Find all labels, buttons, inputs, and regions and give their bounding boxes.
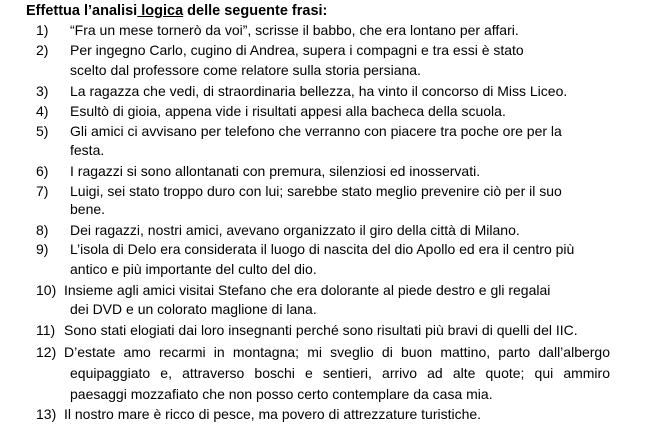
sentence-line: Luigi, sei stato troppo duro con lui; sarebbe stato meglio prevenire ciò per il suo [70,183,562,199]
item-number: 5) [36,123,49,139]
item-number: 11) [36,322,56,338]
sentence-line: antico e più importante del culto del dio. [70,261,317,277]
sentence-line: Esultò di gioia, appena vide i risultati appesi alla bacheca della scuola. [70,103,506,119]
sentence-line: scelto dal professore come relatore sulla storia persiana. [70,62,421,78]
sentence-line: “Fra un mese tornerò da voi”, scrisse il babbo, che era lontano per affari. [70,22,519,38]
item-number: 6) [36,163,49,179]
title-underlined-word: logica [137,3,184,19]
sentence-line: dei DVD e un colorato maglione di lana. [70,301,317,317]
sentence-line: bene. [70,201,106,217]
sentence-line: Per ingegno Carlo, cugino di Andrea, supera i compagni e tra essi è stato [70,42,524,58]
item-number: 4) [36,103,49,119]
sentence-line: festa. [70,142,105,158]
item-number: 13) [36,406,57,422]
sentence-line: Dei ragazzi, nostri amici, avevano organizzato il giro della città di Milano. [70,222,520,238]
item-number: 2) [36,42,49,58]
item-number: 1) [36,22,49,38]
sentence-line: La ragazza che vedi, di straordinaria bellezza, ha vinto il concorso di Miss Liceo. [70,83,568,99]
sentence-line: paesaggi mozzafiato che non posso certo contemplare da casa mia. [70,386,493,402]
title-suffix: delle seguente frasi: [183,3,328,19]
sentence-line: equipaggiato e, attraverso boschi e sentieri, arrivo ad alte quote; qui ammiro [70,365,610,381]
item-number: 9) [36,241,49,257]
item-number: 12) [36,344,57,360]
exercise-title [26,2,327,21]
sentence-line: Il nostro mare è ricco di pesce, ma povero di attrezzature turistiche. [64,406,482,422]
title-prefix: Effettua l’analisi [26,3,138,19]
sentence-line: Gli amici ci avvisano per telefono che verranno con piacere tra poche ore per la [70,123,562,139]
item-number: 8) [36,222,49,238]
sentence-line: Insieme agli amici visitai Stefano che era dolorante al piede destro e gli regalai [64,282,551,298]
sentence-line: L’isola di Delo era considerata il luogo di nascita del dio Apollo ed era il centro più [70,241,575,257]
sentence-line: D’estate amo recarmi in montagna; mi sveglio di buon mattino, parto dall’albergo [64,344,610,360]
sentence-line: Sono stati elogiati dai loro insegnanti perché sono risultati più bravi di quelli del IIC. [64,322,578,338]
item-number: 7) [36,183,49,199]
sentence-line: I ragazzi si sono allontanati con premura, silenziosi ed inosservati. [70,163,481,179]
item-number: 3) [36,83,49,99]
item-number: 10) [36,282,57,298]
